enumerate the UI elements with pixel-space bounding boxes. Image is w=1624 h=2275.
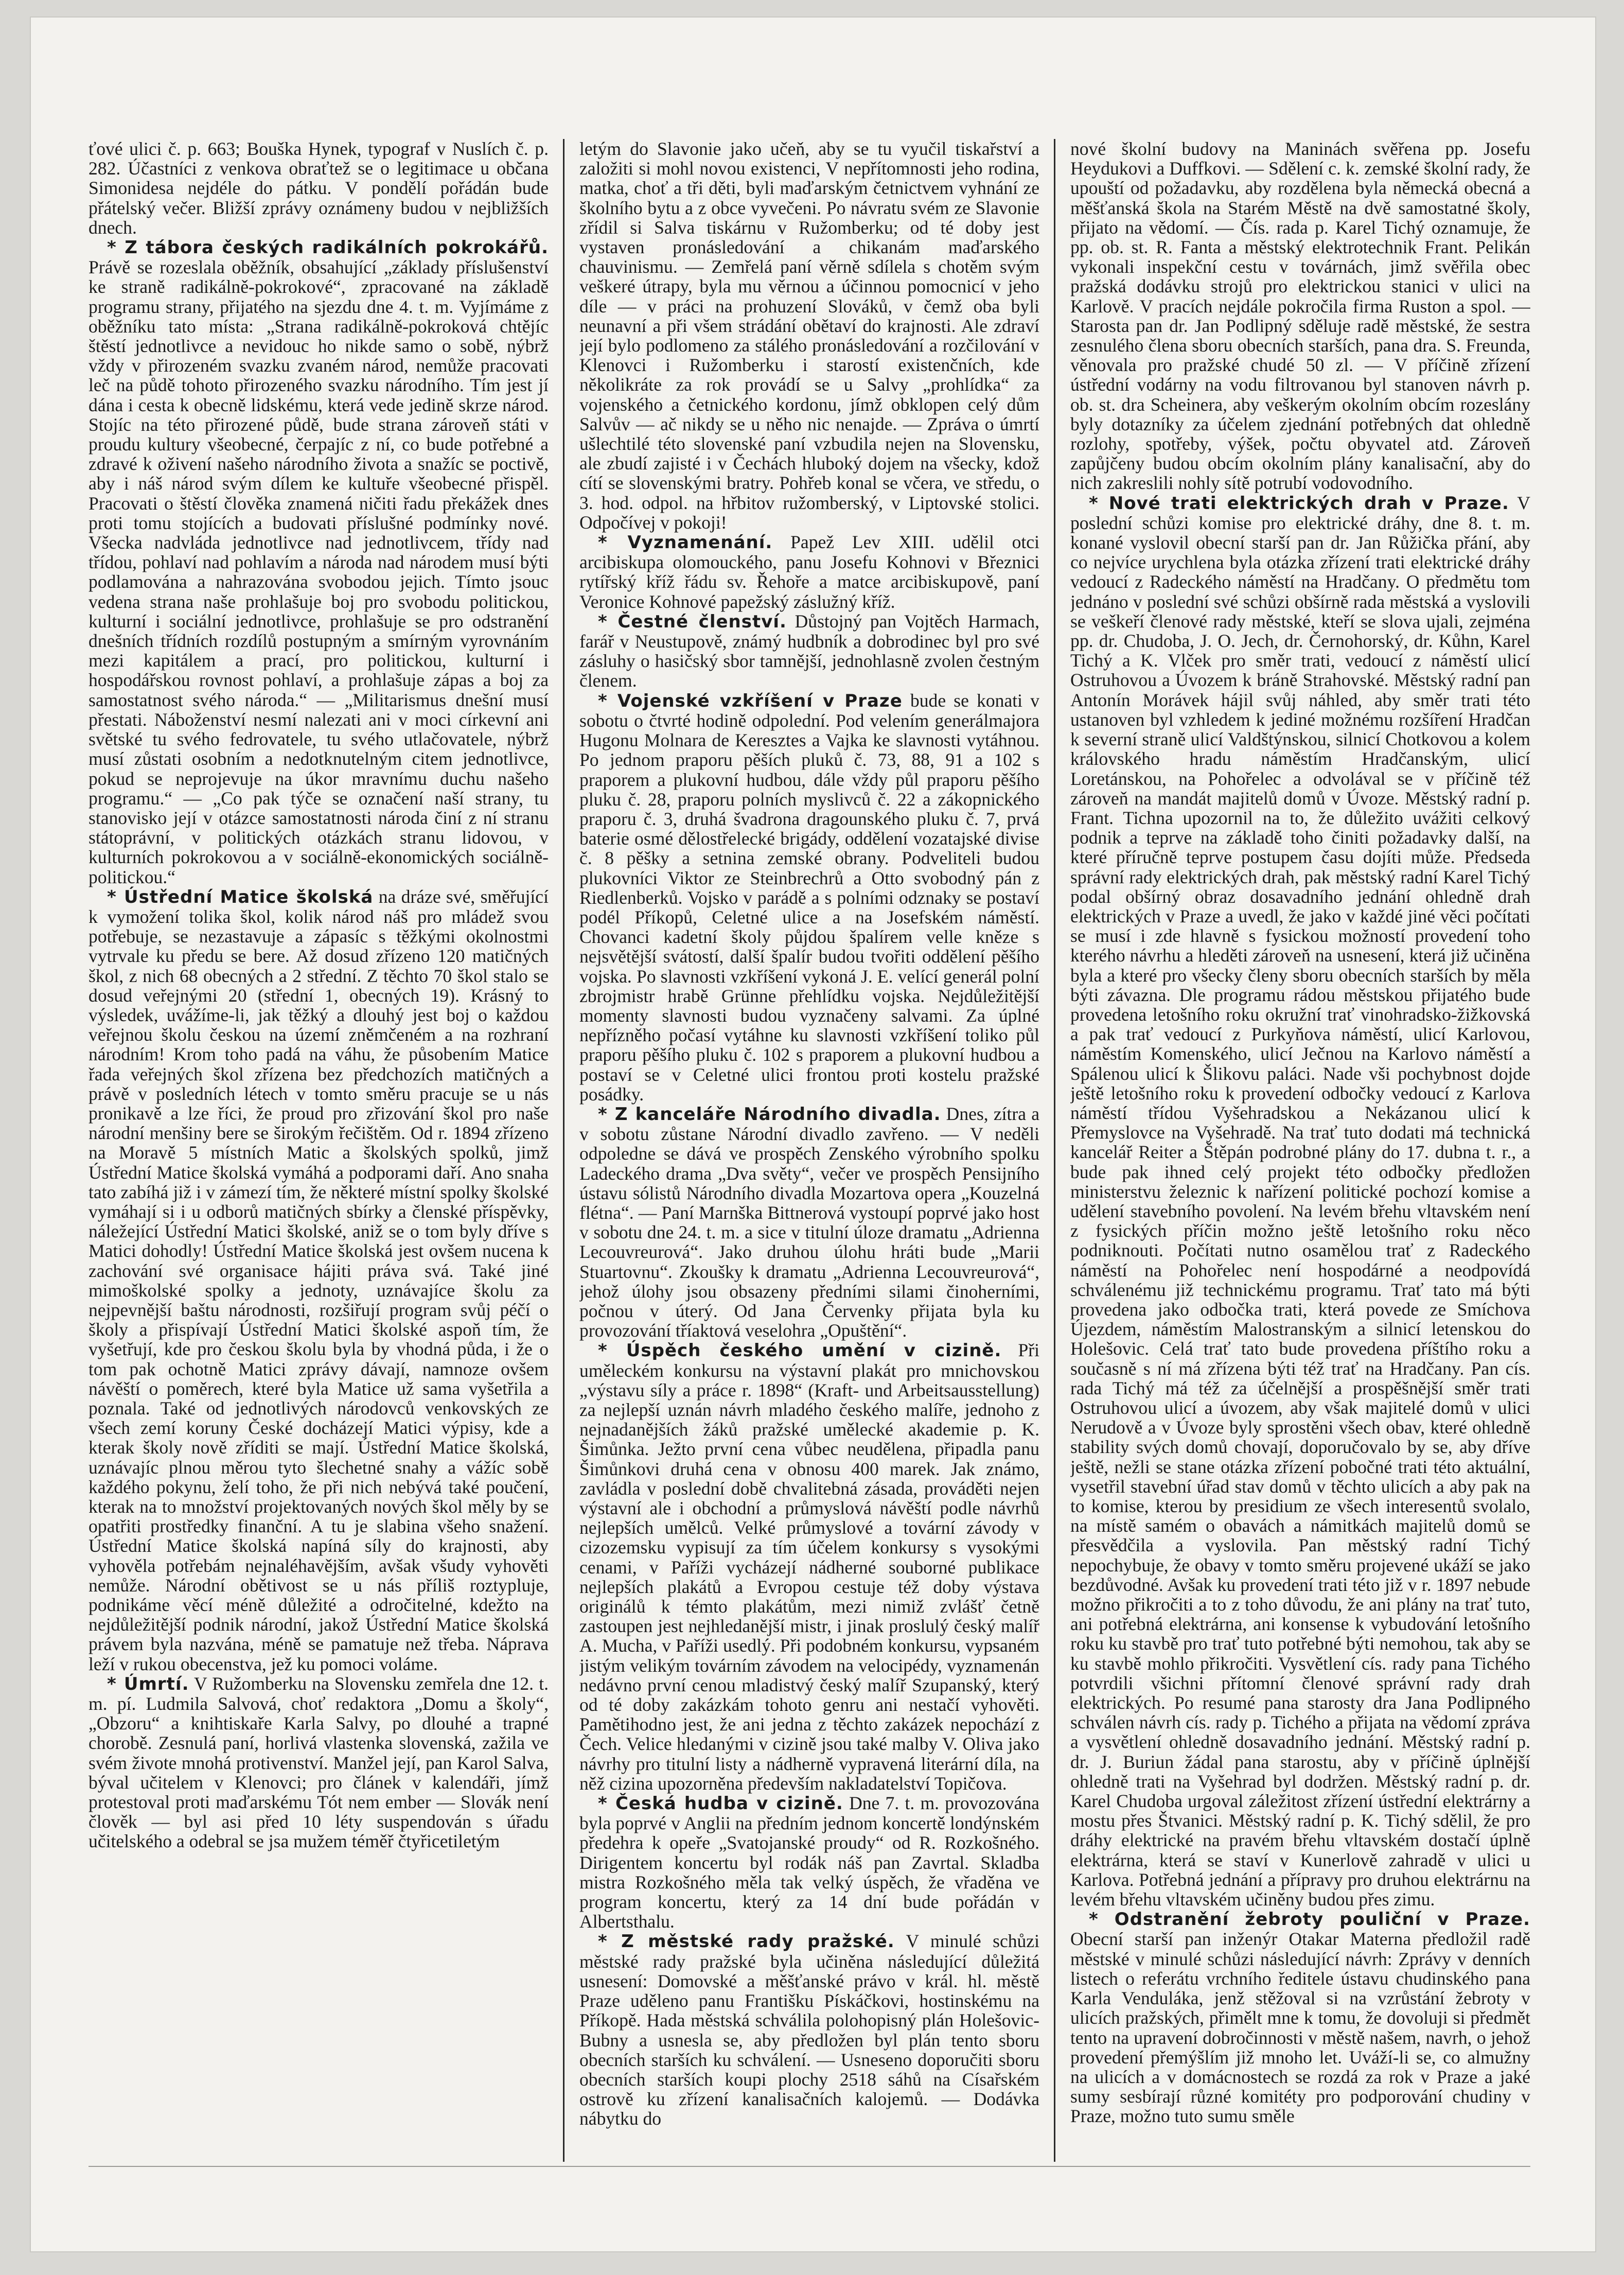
article-heading: * Vojenské vzkříšení v Praze [598, 690, 903, 711]
article-body: Dne 7. t. m. provozována byla poprvé v Anglii na předním jednom koncertě londýnském předehra k opeře „Svatojanské proudy“ od R. Rozkošného. Dirigentem koncertu byl rodák náš pan Zavrtal. Skladba mistra Rozkošného měla tak velký úspěch, že vřaděna ve program koncertu, který za 14 dní bude pořádán v Albertsthalu. [579, 1793, 1039, 1932]
article [89, 887, 549, 1674]
article [579, 1931, 1039, 2128]
article-heading: * Čestné členství. [598, 611, 787, 632]
column-1 [89, 139, 549, 2162]
article [89, 237, 549, 887]
article [579, 1104, 1039, 1340]
article-heading: * Z městské rady pražské. [598, 1931, 895, 1952]
column-divider [563, 139, 564, 2162]
article-continuation: nové školní budovy na Maninách svěřena pp. Josefu Heydukovi a Duffkovi. — Sdělení c. k. zemské školní rady, že upouští od požadavku, aby rozdělena byla německá obecná a měšťanská škola na Starém Městě na dvě samostatné školy, přijato na vědomí. — Čís. rada p. Karel Tichý oznamuje, že pp. ob. st. R. Fanta a městský elektrotechnik Frant. Pelikán vykonali inspekční cestu v továrnách, jimž svěřila obec pražská dodávku strojů pro elektrickou stanici v ulici na Karlově. V pracích nejdále pokročila firma Ruston a spol. — Starosta pan dr. Jan Podlipný sděluje radě městské, že sestra zesnulého člena sboru obecních starších, pana dra. S. Freunda, věnovala pro pražské chudé 50 zl. — V příčině zřízení ústřední vodárny na vodu filtrovanou byl stanoven návrh p. ob. st. dra Scheinera, aby veškerým okolním obcím rozeslány byly dotazníky za účelem zjednání potřebných dat ohledně rozlohy, spotřeby, výšek, počtu obyvatel atd. Zároveň zapůjčeny budou obcím okolním plány kanalisační, aby do nich zakreslili nohly sítě potrubí vodovodního. [1070, 139, 1530, 494]
article-body: Důstojný pan Vojtěch Harmach, farář v Neustupově, známý hudbník a dobrodinec byl pro své zásluhy o hasičský sbor tamnější, jednohlasně zvolen čestným členem. [579, 610, 1039, 691]
article-body: na dráze své, směřující k vymožení tolika škol, kolik národ náš pro mládež svou potřebuje, se nezastavuje a zápasíc s těžkými okolnostmi vytrvale ku předu se bere. Až dosud zřízeno 120 matičných škol, z nich 68 obecných a 2 střední. Z těchto 70 škol stalo se dosud veřejnými 20 (střední 1, obecných 19). Krásný to výsledek, uvážíme-li, jak těžký a dlouhý jest boj o každou veřejnou školu českou na území zněmčeném a na rozhraní národním! Krom toho padá na váhu, že působením Matice řada veřejných škol zřízena bez předchozích matičných a právě v posledních létech v tomto směru pracuje se u nás pronikavě a lze říci, že proud pro zřizování škol pro naše národní menšiny bere se širokým řečištěm. Od r. 1894 zřízeno na Moravě 5 místních Matic a školských spolků, jimž Ústřední Matice školská vymáhá a podporami daří. Ano snaha tato zabíhá již i v zámezí tím, že některé místní spolky školské vymáhají si i u odborů matičných sbírky a členské příspěvky, náležející Ústřední Matici školské, aniž se o tom byly dříve s Matici dohodly! Ústřední Matice školská jest ovšem nucena k zachování své organisace hájiti práva svá. Také jiné mimoškolské spolky a jednoty, uznávajíce školu za nejpevnější baštu národnosti, rozšiřují program svůj péčí o školy a přispívají Ústřední Matici školské aspoň tím, že vyšetřují, kde pro českou školu byla by vhodná půda, i že o tom pak ochotně Matici zprávy dávají, namnoze ovšem návěští o poměrech, které byla Matice už sama vyšetřila a poznala. Také od jednotlivých národovců venkovských ze všech zemí koruny České docházejí Matici výpisy, kde a kterak školy nově zříditi se mají. Ústřední Matice školská, uznávajíc plnou měrou tyto šlechetné snahy a vážíc sobě každého pokynu, želí toho, že při nich nebývá také poučení, kterak na to množství projektovaných nových škol měly by se opatřiti prostředky finanční. A tu je slabina všeho snažení. Ústřední Matice školská napíná síly do krajnosti, aby vyhověla potřebám nejnaléhavějším, avšak všudy vyhověti nemůže. Národní obětivost se u nás příliš roztypluje, podnikáme věcí méně důležité a odročitelné, kdežto na nejdůležitější podnik národní, jakož Ústřední Matice školská právem byla nazvána, méně se pamatuje než třeba. Náprava leží v rukou obecenstva, jež ku pomoci voláme. [89, 886, 549, 1674]
article-heading: * Česká hudba v cizině. [598, 1793, 843, 1814]
article-continuation: ťové ulici č. p. 663; Bouška Hynek, typograf v Nuslích č. p. 282. Účastníci z venkova obraťtež se o legitimace u občana Simonidesa nejdéle do pátku. V pondělí pořádán bude přátelský večer. Bližší zprávy oznámeny budou v nejbližších dnech. [89, 139, 549, 238]
article-heading: * Ústřední Matice školská [107, 886, 374, 907]
article-body: Při uměleckém konkursu na výstavní plakát pro mnichovskou „výstavu síly a práce r. 1898“ (Kraft- und Arbeitsausstellung) za nejlepší uznán návrh mladého českého malíře, jednoho z nejnadanějších žáků pražské umělecké akademie p. K. Šimůnka. Ježto první cena vůbec neudělena, připadla panu Šimůnkovi druhá cena v obnosu 400 marek. Jak známo, zavládla v poslední době chvalitebná zásada, prováděti nejen výstavní ale i obchodní a průmyslová návěští podle návrhů nejlepších umělců. Velké průmyslové a tovární závody v cizozemsku vypisují za tím účelem konkursy s vysokými cenami, v Paříži vycházejí nádherné souborné publikace nejlepších plakátů a Evropou cestuje též doby výstava originálů k témto plakátům, mezi nimiž zvlášť četně zastoupen jest nejhledanější mistr, i jinak proslulý český malíř A. Mucha, v Paříži usedlý. Při podobném konkursu, vypsaném jistým velikým továrním závodem na velocipédy, vyznamenán nedávno první cenou mladistvý český malíř Szupanský, který od té doby zakázkám tohoto genru ani nestačí vyhověti. Pamětihodno jest, že ani jedna z těchto zakázek nepochází z Čech. Velice hledanými v cizině jsou také malby V. Oliva jako návrhy pro titulní listy a nádherně vypravená literární díla, na něž cizina upozorněna především nakladatelství Topičova. [579, 1340, 1039, 1794]
article-body: bude se konati v sobotu o čtvrté hodině odpolední. Pod velením generálmajora Hugonu Molnara de Keresztes a Vajka ke slavnosti vytáhnou. Po jednom praporu pěších pluků č. 73, 88, 91 a 102 s praporem a plukovní hudbou, dále vždy půl praporu pěšího pluku č. 28, praporu polních myslivců č. 22 a zákopnického praporu č. 3, druhá švadrona dragounského pluku č. 7, prvá baterie osmé dělostřelecké brigády, oddělení vozatajské divise č. 8 pěšky a setnina zemské obrany. Podveliteli budou plukovníci Viktor ze Steinbrechrů a Otto svobodný pán z Riedlenberků. Vojsko v parádě a s polními odznaky se postaví podél Příkopů, Celetné ulice a na Josefském náměstí. Chovanci kadetní školy půjdou špalírem velle kněze s nejsvětější svátostí, další špalír budou tvořiti oddělení pěšího vojska. Po slavnosti vzkříšení vykoná J. E. velící generál polní zbrojmistr hrabě Grünne přehlídku vojska. Nejdůležitější momenty slavnosti budou vyznačeny salvami. Za úplné nepřízněho počasí vytáhne ku slavnosti vzkříšení toliko půl praporu pěšího pluku č. 102 s praporem a plukovní hudbou a postaví se v Celetné ulici frontou proti kostelu pražské posádky. [579, 690, 1039, 1105]
article [579, 1793, 1039, 1931]
article-body: V minulé schůzi městské rady pražské byla učiněna následující důležitá usnesení: Domovské a měšťanské právo v král. hl. městě Praze uděleno panu Františku Pískáčkovi, hostinskému na Příkopě. Hada městská schválila polohopisný plán Holešovic-Bubny a usnesla se, aby předložen byl plán tento sboru obecních starších ku schválení. — Usneseno doporučiti sboru obecních starších koupi plochy 2518 sáhů na Císařském ostrově ku zřízení kanalisačních kalojemů. — Dodávka nábytku do [579, 1931, 1039, 2129]
article-body: Obecní starší pan inženýr Otakar Materna předložil radě městské v minulé schůzi následující návrh: Zprávy v denních listech o referátu vrchního ředitele ústavu chudinského pana Karla Venduláka, jenž stěžoval si na vzrůstání žebroty v ulicích pražských, přimělt mne k tomu, že dovoluji si předmět tento na upravení dobročinnosti v městě našem, navrh, o jehož provedení přemýšlím již mnoho let. Uváží-li se, co almužny na ulicích a v domácnostech se rozdá za rok v Praze a jaké sumy sesbírají různé komitéty pro podporování chudiny v Praze, možno tuto sumu směle [1070, 1929, 1530, 2127]
article-heading: * Z kanceláře Národního divadla. [598, 1104, 941, 1125]
article [1070, 1909, 1530, 2126]
article-body: Papež Lev XIII. udělil otci arcibiskupa olomouckého, panu Josefu Kohnovi v Březnici rytířský kříž řádu sv. Řehoře a matce arcibiskupově, paní Veronice Kohnové papežský záslužný kříž. [579, 532, 1039, 612]
article-body: V poslední schůzi komise pro elektrické dráhy, dne 8. t. m. konané vyslovil obecní starší pan dr. Jan Růžička přání, aby co nejvíce urychlena byla otázka zřízení trati elektrické dráhy vedoucí z Radeckého náměstí na Hradčany. O předmětu tom jednáno v poslední své schůzi obšírně rada městská a vyslovili se veškeří členové rady městské, kteří se slova ujali, zejména pp. dr. Chudoba, J. O. Jech, dr. Černohorský, dr. Kůhn, Karel Tichý a K. Vlček pro směr trati, vedoucí z náměstí ulicí Ostruhovou a Úvozem k bráně Strahovské. Městský radní pan Antonín Morávek hájil svůj náhled, aby směr trati této ustanoven byl vzhledem k jediné možnému rozšíření Hradčan k severní straně ulicí Valdštýnskou, silnicí Chotkovou a kolem královského hradu náměstím Hradčanským, ulicí Loretánskou, na Pohořelec a odvolával se v příčině též zároveň na mandát majitelů domů v Úvoze. Městský radní p. Frant. Tichna upozornil na to, že důležito uvážiti celkový podnik a teprve na základě toho činiti požadavky další, na které příručně teprve postupem času dojíti může. Předseda správní rady elektrických drah, pak městský radní Karel Tichý podal obšírný obraz dosavadního jednání ohledně drah elektrických v Praze a uvedl, že jako v každé jiné věci počítati se musí i zde hlavně s fysickou možností provedení toho kterého návrhu a hleděti zároveň na usnesení, která již učiněna byla a které pro všecky členy sboru obecních starších by měla býti závazna. Dle programu rádou městskou přijatého bude provedena letošního roku okružní trať vinohradsko-žižkovská a pak trať vedoucí z Purkyňova náměstí, ulicí Karlovou, náměstím Komenského, ulicí Ječnou na Karlovo náměstí a Spálenou ulicí k Šlikovu paláci. Nade vši pochybnost dojde ještě letošního roku k provedení odbočky vedoucí z Karlova náměstí třídou Vyšehradskou a Nekázanou ulicí k Přemyslovce na Vyšehradě. Na trať tuto dodati má technická kancelář Reiter a Štěpán podrobné plány do 17. dubna t. r., a bude pak ihned celý projekt této odbočky předložen ministerstvu železnic k nařízení politické pochozí komise a udělení stavebního povolení. Na levém břehu vltavském není z fysických příčin možno ještě letošního roku něco podniknouti. Počítati nutno osamělou trať z Radeckého náměstí na Pohořelec není hospodárné a neodpovídá schválenému již technickému programu. Trať tato má býti provedena jako odbočka trati, která povede ze Smíchova Újezdem, náměstím Malostranským a silnicí letenskou do Holešovic. Celá trať tato bude provedena příštího roku a současně s ní má zřízena býti též trať na Hradčany. Pan cís. rada Tichý má též za účelnější a prospěšnější směr trati Ostruhovou ulicí a úvozem, aby však majitelé domů v ulici Nerudově a v Úvoze byly sprostěni všech obav, které ohledně stability svých domů chovají, doporučovalo by se, aby dříve ještě, nežli se stane otázka zřízení pobočné trati této aktuální, vysetřil stavební úřad stav domů v těchto ulicích a aby pak na to komise, kterou by presidium ze všech interesentů svolalo, na místě samém o obavách a námitkách majitelů domů se přesvědčila a vyslovila. Pan městský radní Tichý nepochybuje, že obavy v tomto směru projevené ukáží se jako bezdůvodné. Avšak ku provedení trati této již v r. 1897 nebude možno přikročiti a to z toho důvodu, že ani plány na trať tuto, ani potřebná elektrárna, ani konsense k vybudování letošního roku ku stavbě pro trať tuto potřebné býti nemohou, tak aby se ku stavbě mohlo přikročiti. Vysvětlení cís. rady pana Tichého potvrdili všichni přítomní členové správní rady drah elektrických. Po resumé pana starosty dra Jana Podlipného schválen návrh cís. rady p. Tichého a přijata na vědomí zpráva a vysvětlení ohledně dosavadního jednání. Městský radní p. dr. J. Buriun žádal pana starostu, aby v příčině úplnější ohledně trati na Vyšehrad byl dodržen. Městský radní p. dr. Karel Chudoba urgoval záležitost zřízení ústřední elektrárny a mostu přes Štvanici. Městský radní p. K. Tichý sdělil, že pro dráhy elektrické na pravém břehu vltavském dostačí úplně elektrárna, která se staví v Kunerlově zahradě v ulici u Karlova. Potřebná jednání a přípravy pro druhou elektrárnu na levém břehu vltavském učiněny budou přes zimu. [1070, 492, 1530, 1910]
article-heading: * Z tábora českých radikálních pokrokářů. [107, 237, 549, 258]
article-body: Právě se rozeslala oběžník, obsahující „základy příslušenství ke straně radikálně-pokrokové“, zpracované na základě programu strany, přijatého na sjezdu dne 4. t. m. Vyjímáme z oběžníku tato místa: „Strana radikálně-pokroková chtějíc štěstí jednotlivce a nevidouc ho nikde samo o sobě, nýbrž vždy v přirozeném svazku zvaném národ, nemůže pracovati leč na půdě tohoto přirozeného svazku národního. Tím jest jí dána i cesta k obecně lidskému, která vede jedině skrze národ. Stojíc na této přirozené půdě, bude strana zároveň státi v proudu kultury všeobecné, čerpajíc z ní, co bude potřebné a zdravé k oživení našeho národního života a snažíc se poctivě, aby i náš národ svým dílem ke kultuře všeobecné přispěl. Pracovati o štěstí člověka znamená ničiti řadu překážek dnes proti tomu stojících a budovati příslušné podmínky nové. Všecka nadvláda jednotlivce nad jednotlivcem, třídy nad třídou, pohlaví nad pohlavím a národa nad národem musí býti podlamována a nahrazována svobodou jejich. Tímto jsouc vedena strana naše prohlašuje boj pro svobodu politickou, kulturní i sociální jednotlivce, prohlašuje se pro odstranění dnešních třídních rozdílů postupným a smírným vyrovnáním mezi kapitálem a prací, pro politickou, kulturní i hospodářskou rovnost pohlaví, a prohlašuje zápas a boj za samostatnost svého národa.“ — „Militarismus dnešní musí přestati. Náboženství nesmí nalezati ani v moci církevní ani světské tu svého fedrovatele, tu svého utlačovatele, nýbrž musí zůstati osobním a nedotknutelným citem jednotlivce, pokud se neprojevuje na úkor mravnímu duchu našeho programu.“ — „Co pak týče se označení naší strany, tu stanovisko její v otázce samostatnosti národa činí z ní stranu státoprávní, v politických otázkách stranu lidovou, v kulturních pokrokovou a v sociálně-ekonomických sociálně-politickou.“ [89, 257, 549, 887]
column-2 [579, 139, 1039, 2162]
article-heading: * Nové trati elektrických drah v Praze. [1089, 493, 1509, 514]
article [1070, 493, 1530, 1910]
column-3 [1070, 139, 1530, 2162]
article [579, 691, 1039, 1104]
article [579, 532, 1039, 611]
article [579, 1340, 1039, 1793]
article-body: V Ružomberku na Slovensku zemřela dne 12. t. m. pí. Ludmila Salvová, choť redaktora „Domu a školy“, „Obzoru“ a knihtiskaře Karla Salvy, po dlouhé a trapné chorobě. Zesnulá paní, horlivá vlastenka slovenská, zažila ve svém živote mnohá protivenství. Manžel její, pan Karol Salva, býval učitelem v Klenovci; pro článek v kalendáři, jímž protestoval proti maďarskému Tót nem ember — Slovák není člověk — byl asi před 10 léty suspendován s úřadu učitelského a odebral se jsa mužem téměř čtyřicetiletým [89, 1673, 549, 1852]
article-heading: * Odstranění žebroty pouliční v Praze. [1089, 1909, 1530, 1930]
article-heading: * Vyznamenání. [598, 532, 773, 553]
page-bottom-edge [89, 2166, 1530, 2167]
article-body: Dnes, zítra a v sobotu zůstane Národní divadlo zavřeno. — V neděli odpoledne se dává ve prospěch Zenského výrobního spolku Ladeckého drama „Dva světy“, večer ve prospěch Pensijního ústavu sólistů Národního divadla Mozartova opera „Kouzelná flétna“. — Paní Marnška Bittnerová vystoupí poprvé jako host v sobotu dne 24. t. m. a sice v titulní úloze dramatu „Adrienna Lecouvreurová“. Jako druhou úlohu hráti bude „Marii Stuartovnu“. Zkoušky k dramatu „Adrienna Lecouvreurová“, jehož úlohy jsou obsazeny předními silami činoherními, počnou v úterý. Od Jana Červenky přijata byla ku provozování tříaktová veselohra „Opuštění“. [579, 1103, 1039, 1341]
newspaper-page [31, 18, 1595, 2251]
article [579, 611, 1039, 691]
article-heading: * Úmrtí. [107, 1673, 189, 1694]
column-divider [1054, 139, 1055, 2162]
article [89, 1674, 549, 1851]
article-heading: * Úspěch českého umění v cizině. [598, 1340, 1002, 1361]
article-continuation: letým do Slavonie jako učeň, aby se tu vyučil tiskařství a založiti si mohl novou existenci, V nepřítomnosti jeho rodina, matka, choť a tři děti, byli maďarským četnictvem vyhnání ze školního bytu a z obce vyvečeni. Po návratu svém ze Slavonie zřídil si Salva tiskárnu v Ružomberku; od té doby jest vystaven pronásledování a chikanám maďarského chauvinismu. — Zemřelá paní věrně sdílela s chotěm svým veškeré útrapy, byla mu věrnou a účinnou pomocnicí v jeho díle — v práci na prohuzení Slováků, v čemž oba byli neunavní a při všem strádání obětaví do krajnosti. Ale zdraví její bylo podlomeno za stálého pronásledování a rozčilování v Klenovci i Ružomberku i starostí existenčních, kde několikráte za rok provádí se u Salvy „prohlídka“ za vojenského a četnického kordonu, jímž obklopen celý dům Salvův — ač nikdy se u něho nic nenajde. — Zpráva o úmrtí ušlechtilé této slovenské paní vzbudila nejen na Slovensku, ale zbudí zajisté i v Čechách hluboký dojem na všecky, kdož cítí se slovenskými bratry. Pohřeb konal se včera, ve středu, o 3. hod. odpol. na hřbitov ružomberský, v Liptovské stolici. Odpočívej v pokoji! [579, 139, 1039, 533]
